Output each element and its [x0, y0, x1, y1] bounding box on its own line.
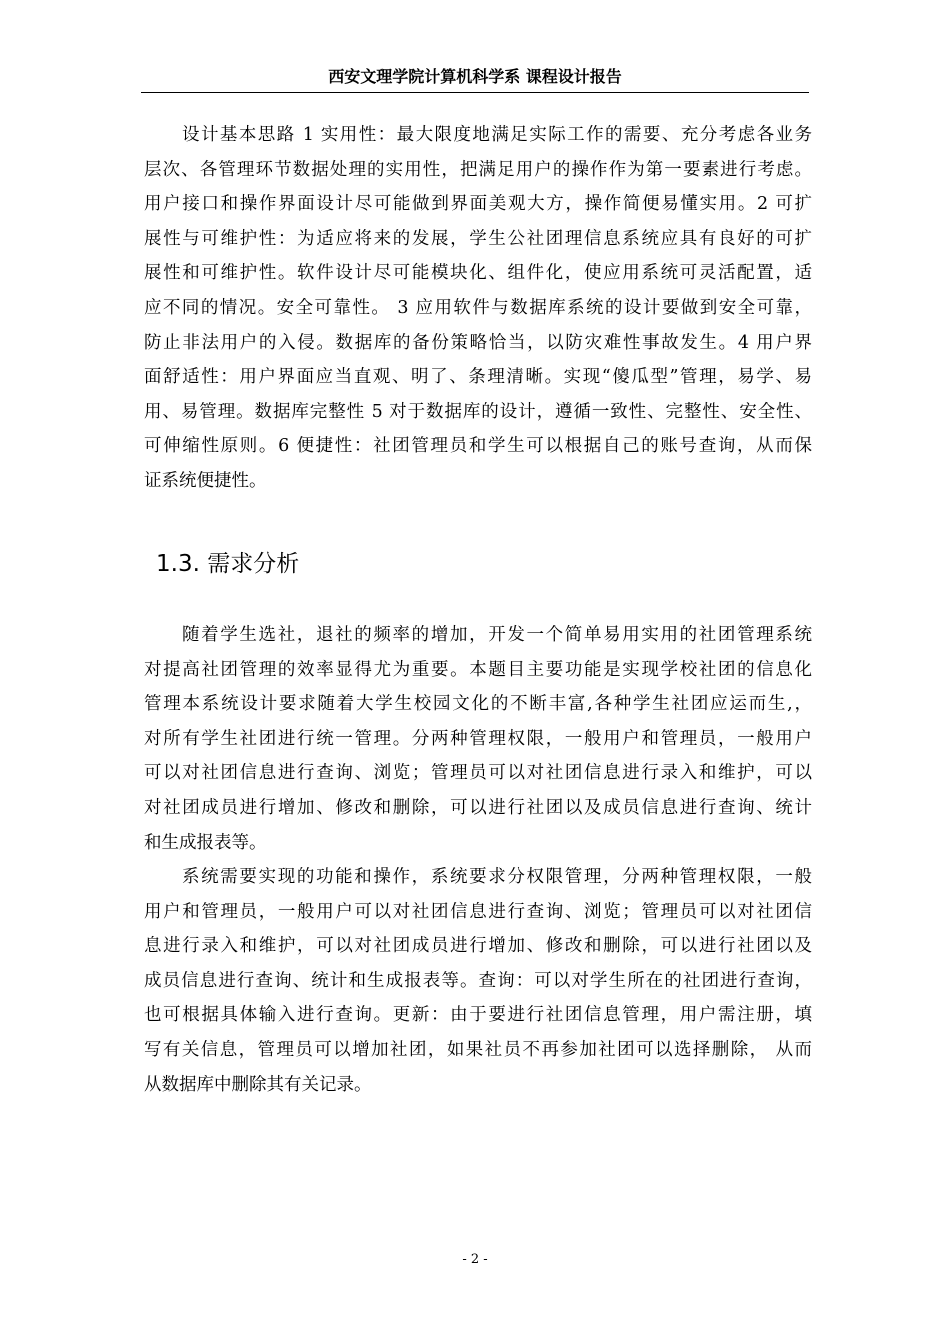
paragraph-line: 写有关信息，管理员可以增加社团，如果社员不再参加社团可以选择删除， 从而 — [144, 1039, 812, 1060]
paragraph-line: 层次、各管理环节数据处理的实用性，把满足用户的操作作为第一要素进行考虑。 — [144, 159, 812, 180]
paragraph-line: 用、易管理。数据库完整性 5 对于数据库的设计，遵循一致性、完整性、安全性、 — [144, 401, 812, 422]
paragraph-line: 管理本系统设计要求随着大学生校园文化的不断丰富,各种学生社团应运而生,， — [144, 694, 812, 715]
paragraph-line: 随着学生选社，退社的频率的增加，开发一个简单易用实用的社团管理系统 — [182, 625, 812, 645]
paragraph-line: 面舒适性：用户界面应当直观、明了、条理清晰。实现“傻瓜型”管理，易学、易 — [144, 367, 812, 388]
paragraph-line: 展性与可维护性：为适应将来的发展，学生公社团理信息系统应具有良好的可扩 — [144, 228, 812, 249]
paragraph-line: 从数据库中删除其有关记录。 — [144, 1074, 372, 1095]
requirements-paragraph-2 — [144, 860, 812, 1102]
page-number: - 2 - — [462, 1252, 488, 1267]
paragraph-line: 和生成报表等。 — [144, 832, 267, 853]
paragraph-line: 对提高社团管理的效率显得尤为重要。本题目主要功能是实现学校社团的信息化 — [144, 659, 812, 680]
paragraph-line: 展性和可维护性。软件设计尽可能模块化、组件化，使应用系统可灵活配置，适 — [144, 263, 812, 284]
paragraph-line: 也可根据具体输入进行查询。更新：由于要进行社团信息管理，用户需注册，填 — [144, 1005, 812, 1026]
paragraph-line: 成员信息进行查询、统计和生成报表等。查询：可以对学生所在的社团进行查询， — [144, 970, 812, 991]
paragraph-line: 用户接口和操作界面设计尽可能做到界面美观大方，操作简便易懂实用。2 可扩 — [144, 194, 812, 215]
paragraph-line: 对社团成员进行增加、修改和删除，可以进行社团以及成员信息进行查询、统计 — [144, 797, 812, 818]
paragraph-line: 防止非法用户的入侵。数据库的备份策略恰当，以防灾难性事故发生。4 用户界 — [144, 332, 812, 353]
paragraph-line: 系统需要实现的功能和操作，系统要求分权限管理，分两种管理权限，一般 — [182, 867, 812, 887]
paragraph-line: 证系统便捷性。 — [144, 470, 267, 491]
header-rule — [141, 92, 809, 93]
section-heading: 1.3. 需求分析 — [156, 551, 300, 577]
paragraph-line: 可伸缩性原则。6 便捷性：社团管理员和学生可以根据自己的账号查询，从而保 — [144, 436, 812, 457]
paragraph-line: 用户和管理员，一般用户可以对社团信息进行查询、浏览；管理员可以对社团信 — [144, 901, 812, 922]
paragraph-line: 可以对社团信息进行查询、浏览；管理员可以对社团信息进行录入和维护，可以 — [144, 763, 812, 784]
requirements-paragraph-1 — [144, 618, 812, 860]
paragraph-line: 应不同的情况。安全可靠性。 3 应用软件与数据库系统的设计要做到安全可靠， — [144, 297, 812, 318]
design-principles-paragraph — [144, 118, 812, 499]
paragraph-line: 对所有学生社团进行统一管理。分两种管理权限，一般用户和管理员，一般用户 — [144, 728, 812, 749]
page-header: 西安文理学院计算机科学系 课程设计报告 — [328, 67, 622, 86]
paragraph-line: 息进行录入和维护，可以对社团成员进行增加、修改和删除，可以进行社团以及 — [144, 936, 812, 957]
paragraph-line: 设计基本思路 1 实用性：最大限度地满足实际工作的需要、充分考虑各业务 — [182, 125, 812, 145]
